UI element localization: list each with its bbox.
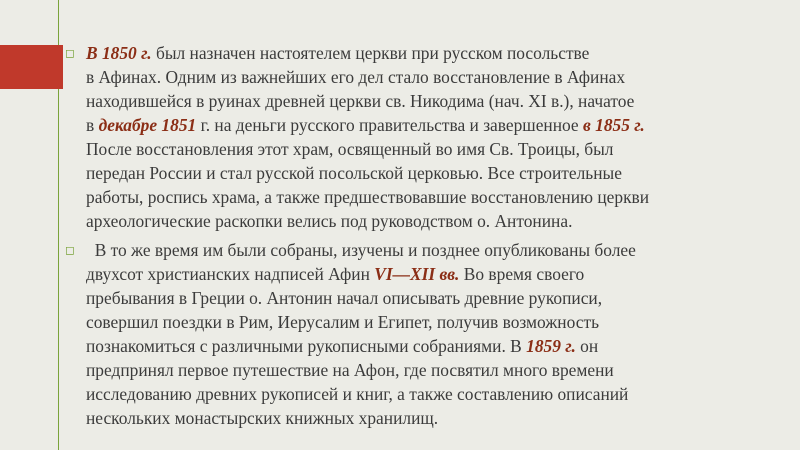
square-bullet-icon: ◻: [65, 243, 75, 257]
date-1850: В 1850 г.: [86, 43, 152, 63]
paragraph-2: [60, 238, 740, 430]
p1-line-8: археологические раскопки велись под руководством о. Антонина.: [86, 211, 573, 231]
slide-body: [60, 41, 740, 435]
p2-line-6: предпринял первое путешествие на Афон, где посвятил много времени: [86, 360, 614, 380]
date-1855: в 1855 г.: [583, 115, 645, 135]
date-december-1851: декабре 1851: [98, 115, 197, 135]
p2-line-2: двухсот христианских надписей Афин VI—XII вв. Во время своего: [86, 264, 585, 284]
p2-line-7: исследованию древних рукописей и книг, а также составлению описаний: [86, 384, 629, 404]
p1-line-4: в декабре 1851 г. на деньги русского правительства и завершенное в 1855 г.: [86, 115, 645, 135]
p1-line-5: После восстановления этот храм, освященный во имя Св. Троицы, был: [86, 139, 614, 159]
p2-line-5: познакомиться с различными рукописными собраниями. В 1859 г. он: [86, 336, 599, 356]
p1-line-1-text: был назначен настоятелем церкви при русском посольстве: [151, 43, 590, 63]
p2-line-3: пребывания в Греции о. Антонин начал описывать древние рукописи,: [86, 288, 603, 308]
p2-line-8: нескольких монастырских книжных хранилищ.: [86, 408, 439, 428]
p1-line-2: в Афинах. Одним из важнейших его дел стало восстановление в Афинах: [86, 67, 626, 87]
p1-line-6: передан России и стал русской посольской церковью. Все строительные: [86, 163, 622, 183]
p1-line-7: работы, роспись храма, а также предшествовавшие восстановлению церкви: [86, 187, 650, 207]
p1-line-3: находившейся в руинах древней церкви св. Никодима (нач. XI в.), начатое: [86, 91, 635, 111]
paragraph-1: [60, 41, 740, 233]
date-1859: 1859 г.: [526, 336, 576, 356]
p2-line-4: совершил поездки в Рим, Иерусалим и Египет, получив возможность: [86, 312, 599, 332]
square-bullet-icon: ◻: [65, 46, 75, 60]
centuries-vi-xii: VI—XII вв.: [374, 264, 460, 284]
p2-line-1: В то же время им были собраны, изучены и позднее опубликованы более: [86, 240, 636, 260]
p1-line-1: [86, 41, 740, 65]
red-accent-bar: [0, 45, 63, 89]
